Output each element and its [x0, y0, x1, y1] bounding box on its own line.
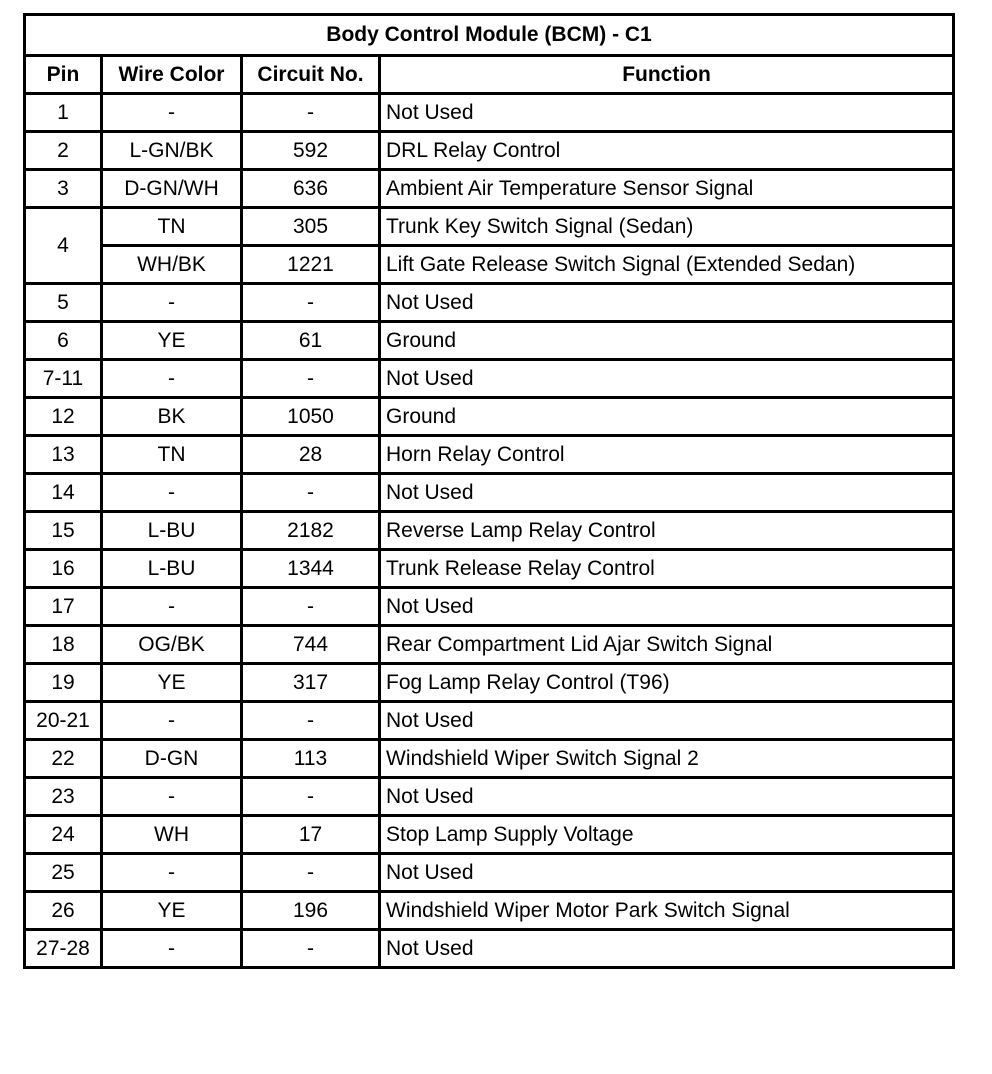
wire-color-cell: -	[102, 588, 242, 626]
table-row	[25, 664, 954, 702]
pin-cell: 4	[25, 208, 102, 284]
table-row	[25, 322, 954, 360]
circuit-cell: -	[242, 588, 380, 626]
pin-cell: 16	[25, 550, 102, 588]
wire-color-cell: -	[102, 778, 242, 816]
function-cell: Lift Gate Release Switch Signal (Extended Sedan)	[380, 246, 954, 284]
pin-cell: 3	[25, 170, 102, 208]
wire-color-cell: WH/BK	[102, 246, 242, 284]
wire-color-cell: L-GN/BK	[102, 132, 242, 170]
function-cell: Not Used	[380, 360, 954, 398]
function-cell: Not Used	[380, 778, 954, 816]
function-cell: Not Used	[380, 474, 954, 512]
table-row	[25, 588, 954, 626]
wire-color-cell: D-GN/WH	[102, 170, 242, 208]
wire-color-cell: BK	[102, 398, 242, 436]
wire-color-cell: TN	[102, 436, 242, 474]
function-cell: Not Used	[380, 702, 954, 740]
pin-cell: 12	[25, 398, 102, 436]
table-row	[25, 284, 954, 322]
pin-cell: 5	[25, 284, 102, 322]
wire-color-cell: TN	[102, 208, 242, 246]
pin-cell: 17	[25, 588, 102, 626]
table-row	[25, 436, 954, 474]
function-cell: Stop Lamp Supply Voltage	[380, 816, 954, 854]
pin-cell: 25	[25, 854, 102, 892]
pin-cell: 2	[25, 132, 102, 170]
table-row	[25, 626, 954, 664]
pin-cell: 24	[25, 816, 102, 854]
circuit-cell: -	[242, 94, 380, 132]
circuit-cell: 1050	[242, 398, 380, 436]
function-cell: Windshield Wiper Motor Park Switch Signal	[380, 892, 954, 930]
circuit-cell: 1221	[242, 246, 380, 284]
function-cell: Trunk Key Switch Signal (Sedan)	[380, 208, 954, 246]
wire-color-cell: -	[102, 930, 242, 968]
table-row	[25, 246, 954, 284]
function-cell: Fog Lamp Relay Control (T96)	[380, 664, 954, 702]
pin-cell: 14	[25, 474, 102, 512]
table-row	[25, 702, 954, 740]
pin-cell: 20-21	[25, 702, 102, 740]
table-row	[25, 474, 954, 512]
wire-color-cell: D-GN	[102, 740, 242, 778]
circuit-cell: 28	[242, 436, 380, 474]
table-row	[25, 816, 954, 854]
table-row	[25, 892, 954, 930]
table-row	[25, 208, 954, 246]
wire-color-cell: -	[102, 94, 242, 132]
circuit-cell: 113	[242, 740, 380, 778]
pin-cell: 26	[25, 892, 102, 930]
circuit-cell: -	[242, 778, 380, 816]
table-body	[25, 94, 954, 968]
wire-color-cell: WH	[102, 816, 242, 854]
function-cell: DRL Relay Control	[380, 132, 954, 170]
circuit-cell: 592	[242, 132, 380, 170]
pin-cell: 19	[25, 664, 102, 702]
circuit-cell: 305	[242, 208, 380, 246]
header-pin: Pin	[25, 56, 102, 94]
circuit-cell: 1344	[242, 550, 380, 588]
circuit-cell: -	[242, 702, 380, 740]
pin-cell: 1	[25, 94, 102, 132]
wire-color-cell: -	[102, 474, 242, 512]
wire-color-cell: L-BU	[102, 550, 242, 588]
pin-cell: 13	[25, 436, 102, 474]
circuit-cell: 744	[242, 626, 380, 664]
wire-color-cell: OG/BK	[102, 626, 242, 664]
function-cell: Not Used	[380, 284, 954, 322]
wire-color-cell: -	[102, 284, 242, 322]
circuit-cell: -	[242, 930, 380, 968]
circuit-cell: -	[242, 854, 380, 892]
wire-color-cell: -	[102, 854, 242, 892]
table-title: Body Control Module (BCM) - C1	[25, 15, 954, 56]
function-cell: Not Used	[380, 588, 954, 626]
function-cell: Not Used	[380, 854, 954, 892]
table-row	[25, 854, 954, 892]
wire-color-cell: -	[102, 360, 242, 398]
function-cell: Horn Relay Control	[380, 436, 954, 474]
pin-cell: 6	[25, 322, 102, 360]
header-wire-color: Wire Color	[102, 56, 242, 94]
circuit-cell: 317	[242, 664, 380, 702]
circuit-cell: 17	[242, 816, 380, 854]
table-row	[25, 550, 954, 588]
function-cell: Windshield Wiper Switch Signal 2	[380, 740, 954, 778]
title-row	[25, 15, 954, 56]
circuit-cell: 61	[242, 322, 380, 360]
circuit-cell: 2182	[242, 512, 380, 550]
circuit-cell: -	[242, 474, 380, 512]
table-row	[25, 94, 954, 132]
table-row	[25, 170, 954, 208]
bcm-c1-connector-table	[23, 13, 955, 969]
table-row	[25, 512, 954, 550]
header-circuit-no: Circuit No.	[242, 56, 380, 94]
circuit-cell: 196	[242, 892, 380, 930]
table-row	[25, 740, 954, 778]
wire-color-cell: YE	[102, 892, 242, 930]
function-cell: Reverse Lamp Relay Control	[380, 512, 954, 550]
table-row	[25, 132, 954, 170]
function-cell: Rear Compartment Lid Ajar Switch Signal	[380, 626, 954, 664]
pin-cell: 23	[25, 778, 102, 816]
pin-cell: 7-11	[25, 360, 102, 398]
pin-cell: 27-28	[25, 930, 102, 968]
table-row	[25, 930, 954, 968]
pin-cell: 15	[25, 512, 102, 550]
wire-color-cell: -	[102, 702, 242, 740]
table-row	[25, 360, 954, 398]
pin-cell: 18	[25, 626, 102, 664]
header-function: Function	[380, 56, 954, 94]
circuit-cell: 636	[242, 170, 380, 208]
function-cell: Ground	[380, 322, 954, 360]
function-cell: Not Used	[380, 930, 954, 968]
circuit-cell: -	[242, 360, 380, 398]
function-cell: Ambient Air Temperature Sensor Signal	[380, 170, 954, 208]
table-row	[25, 398, 954, 436]
circuit-cell: -	[242, 284, 380, 322]
table-row	[25, 778, 954, 816]
wire-color-cell: YE	[102, 664, 242, 702]
function-cell: Ground	[380, 398, 954, 436]
wire-color-cell: YE	[102, 322, 242, 360]
pin-cell: 22	[25, 740, 102, 778]
header-row	[25, 56, 954, 94]
wire-color-cell: L-BU	[102, 512, 242, 550]
function-cell: Trunk Release Relay Control	[380, 550, 954, 588]
function-cell: Not Used	[380, 94, 954, 132]
